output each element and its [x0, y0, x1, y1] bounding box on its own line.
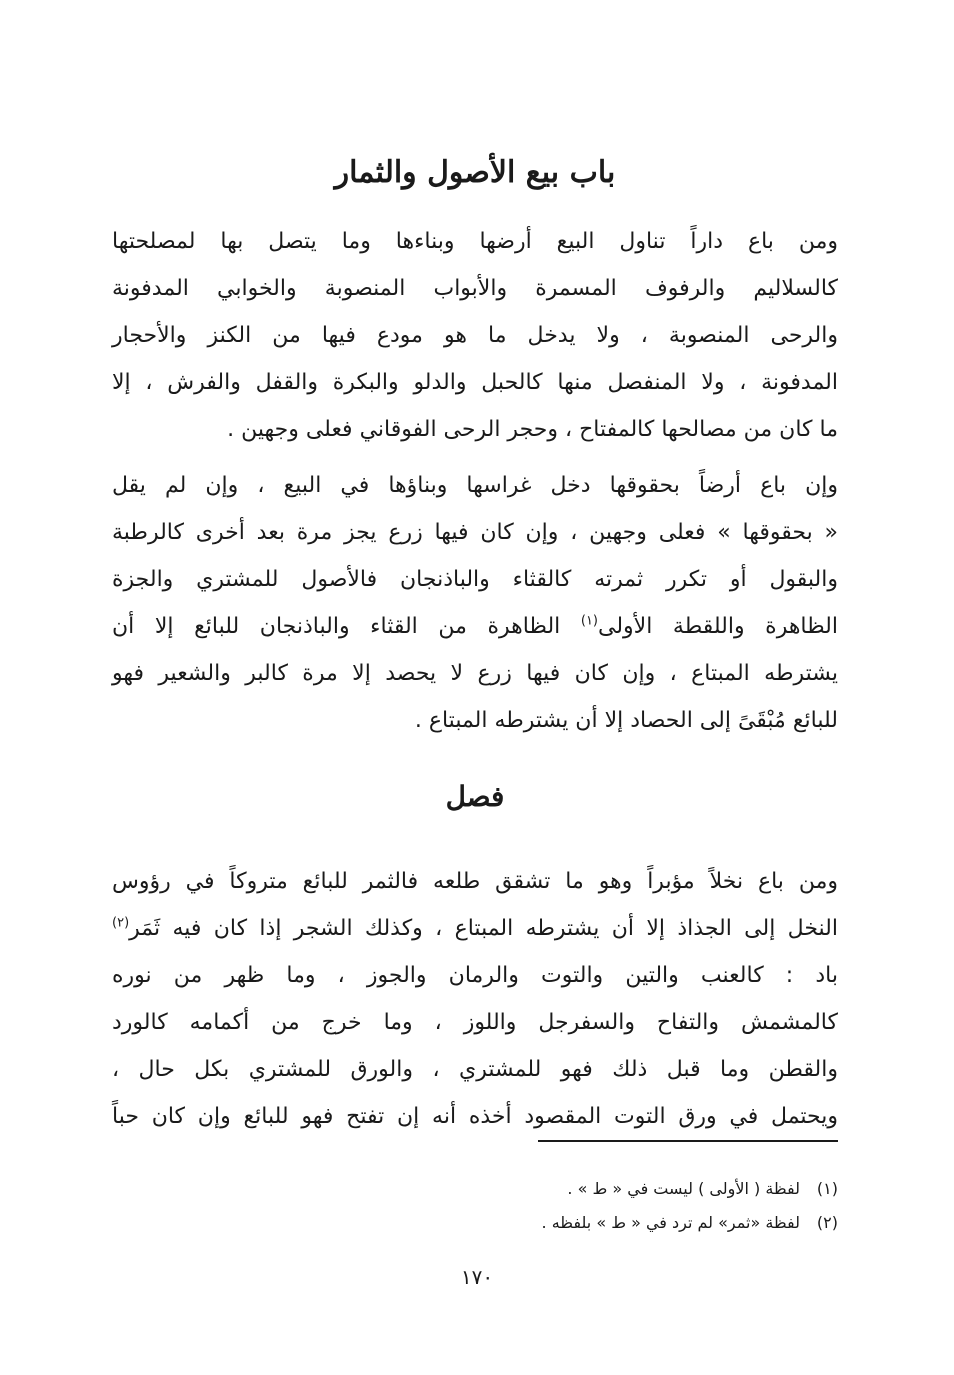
paragraph-line: باد : كالعنب والتين والتوت والرمان والجوز ، وما ظهر من نوره: [112, 963, 838, 988]
paragraph-line: « بحقوقها » فعلى وجهين ، وإن كان فيها زرع يجز مرة بعد أخرى كالرطبة: [112, 520, 838, 545]
paragraph-1: [112, 218, 838, 453]
footnote-1: [112, 1172, 838, 1206]
paragraph-line: كالمشمش والتفاح والسفرجل واللوز ، وما خرج من أكمامه كالورد: [112, 1010, 838, 1035]
paragraph-line: ومن باع نخلاً مؤبراً وهو ما تشقق طلعه فالثمر للبائع متروكاً في رؤوس: [112, 869, 838, 894]
paragraph-line: ويحتمل في ورق التوت المقصود أخذه أنه إن تفتح فهو للبائع وإن كان حباً: [112, 1104, 838, 1129]
paragraph-2: [112, 462, 838, 744]
paragraph-line: ومن باع داراً تناول البيع أرضها وبناءها وما يتصل بها لمصلحتها: [112, 229, 838, 254]
paragraph-line: ما كان من مصالحها كالمفتاح ، وحجر الرحى الفوقاني فعلى وجهين .: [227, 417, 838, 442]
footnote-number: (١): [816, 1179, 838, 1198]
footnote-text: لفظة ( الأولى ) ليست في « ط » .: [567, 1179, 800, 1198]
line-text: النخل إلى الجذاذ إلا أن يشترطه المبتاع ، وكذلك الشجر إذا كان فيه ثَمَر: [129, 916, 838, 941]
page-number: ١٧٠: [460, 1265, 494, 1289]
paragraph-line: وإن باع أرضاً بحقوقها دخل غراسها وبناؤها في البيع ، وإن لم يقل: [112, 473, 838, 498]
footnote-divider: [538, 1140, 838, 1142]
footnotes: [112, 1172, 838, 1240]
footnote-ref-1[interactable]: (١): [580, 613, 598, 629]
footnote-2: [112, 1206, 838, 1240]
paragraph-line: والبقول أو تكرر ثمرته كالقثاء والباذنجان فالأصول للمشتري والجزة: [112, 567, 838, 592]
footnote-number: (٢): [816, 1213, 838, 1232]
chapter-title: باب بيع الأصول والثمار: [334, 155, 616, 190]
paragraph-line: للبائع مُبْقَىً إلى الحصاد إلا أن يشترطه المبتاع .: [414, 708, 838, 733]
footnote-ref-2[interactable]: (٢): [112, 915, 130, 931]
paragraph-line-with-note: [112, 603, 838, 650]
paragraph-line: والرحى المنصوبة ، ولا يدخل ما هو مودع فيها من الكنز والأحجار: [112, 323, 838, 348]
paragraph-line: المدفونة ، ولا المنفصل منها كالحبل والدلو والبكرة والقفل والفرش ، إلا: [112, 370, 838, 395]
line-text: الظاهرة واللقطة الأولى: [598, 614, 838, 639]
line-text: الظاهرة من القثاء والباذنجان للبائع إلا أن: [112, 614, 581, 639]
footnote-text: لفظة «ثمر» لم ترد في « ط » بلفظه .: [541, 1213, 800, 1232]
paragraph-line: يشترطه المبتاع ، وإن كان فيها زرع لا يحصد إلا مرة كالبر والشعير فهو: [112, 661, 838, 686]
section-title: فصل: [445, 780, 505, 813]
paragraph-line: والقطن وما قبل ذلك فهو للمشتري ، والورق للمشتري بكل حال ،: [112, 1057, 838, 1082]
paragraph-line-with-note: [112, 905, 838, 952]
paragraph-line: كالسلاليم والرفوف المسمرة والأبواب المنصوبة والخوابي المدفونة: [112, 276, 838, 301]
paragraph-3: [112, 858, 838, 1140]
